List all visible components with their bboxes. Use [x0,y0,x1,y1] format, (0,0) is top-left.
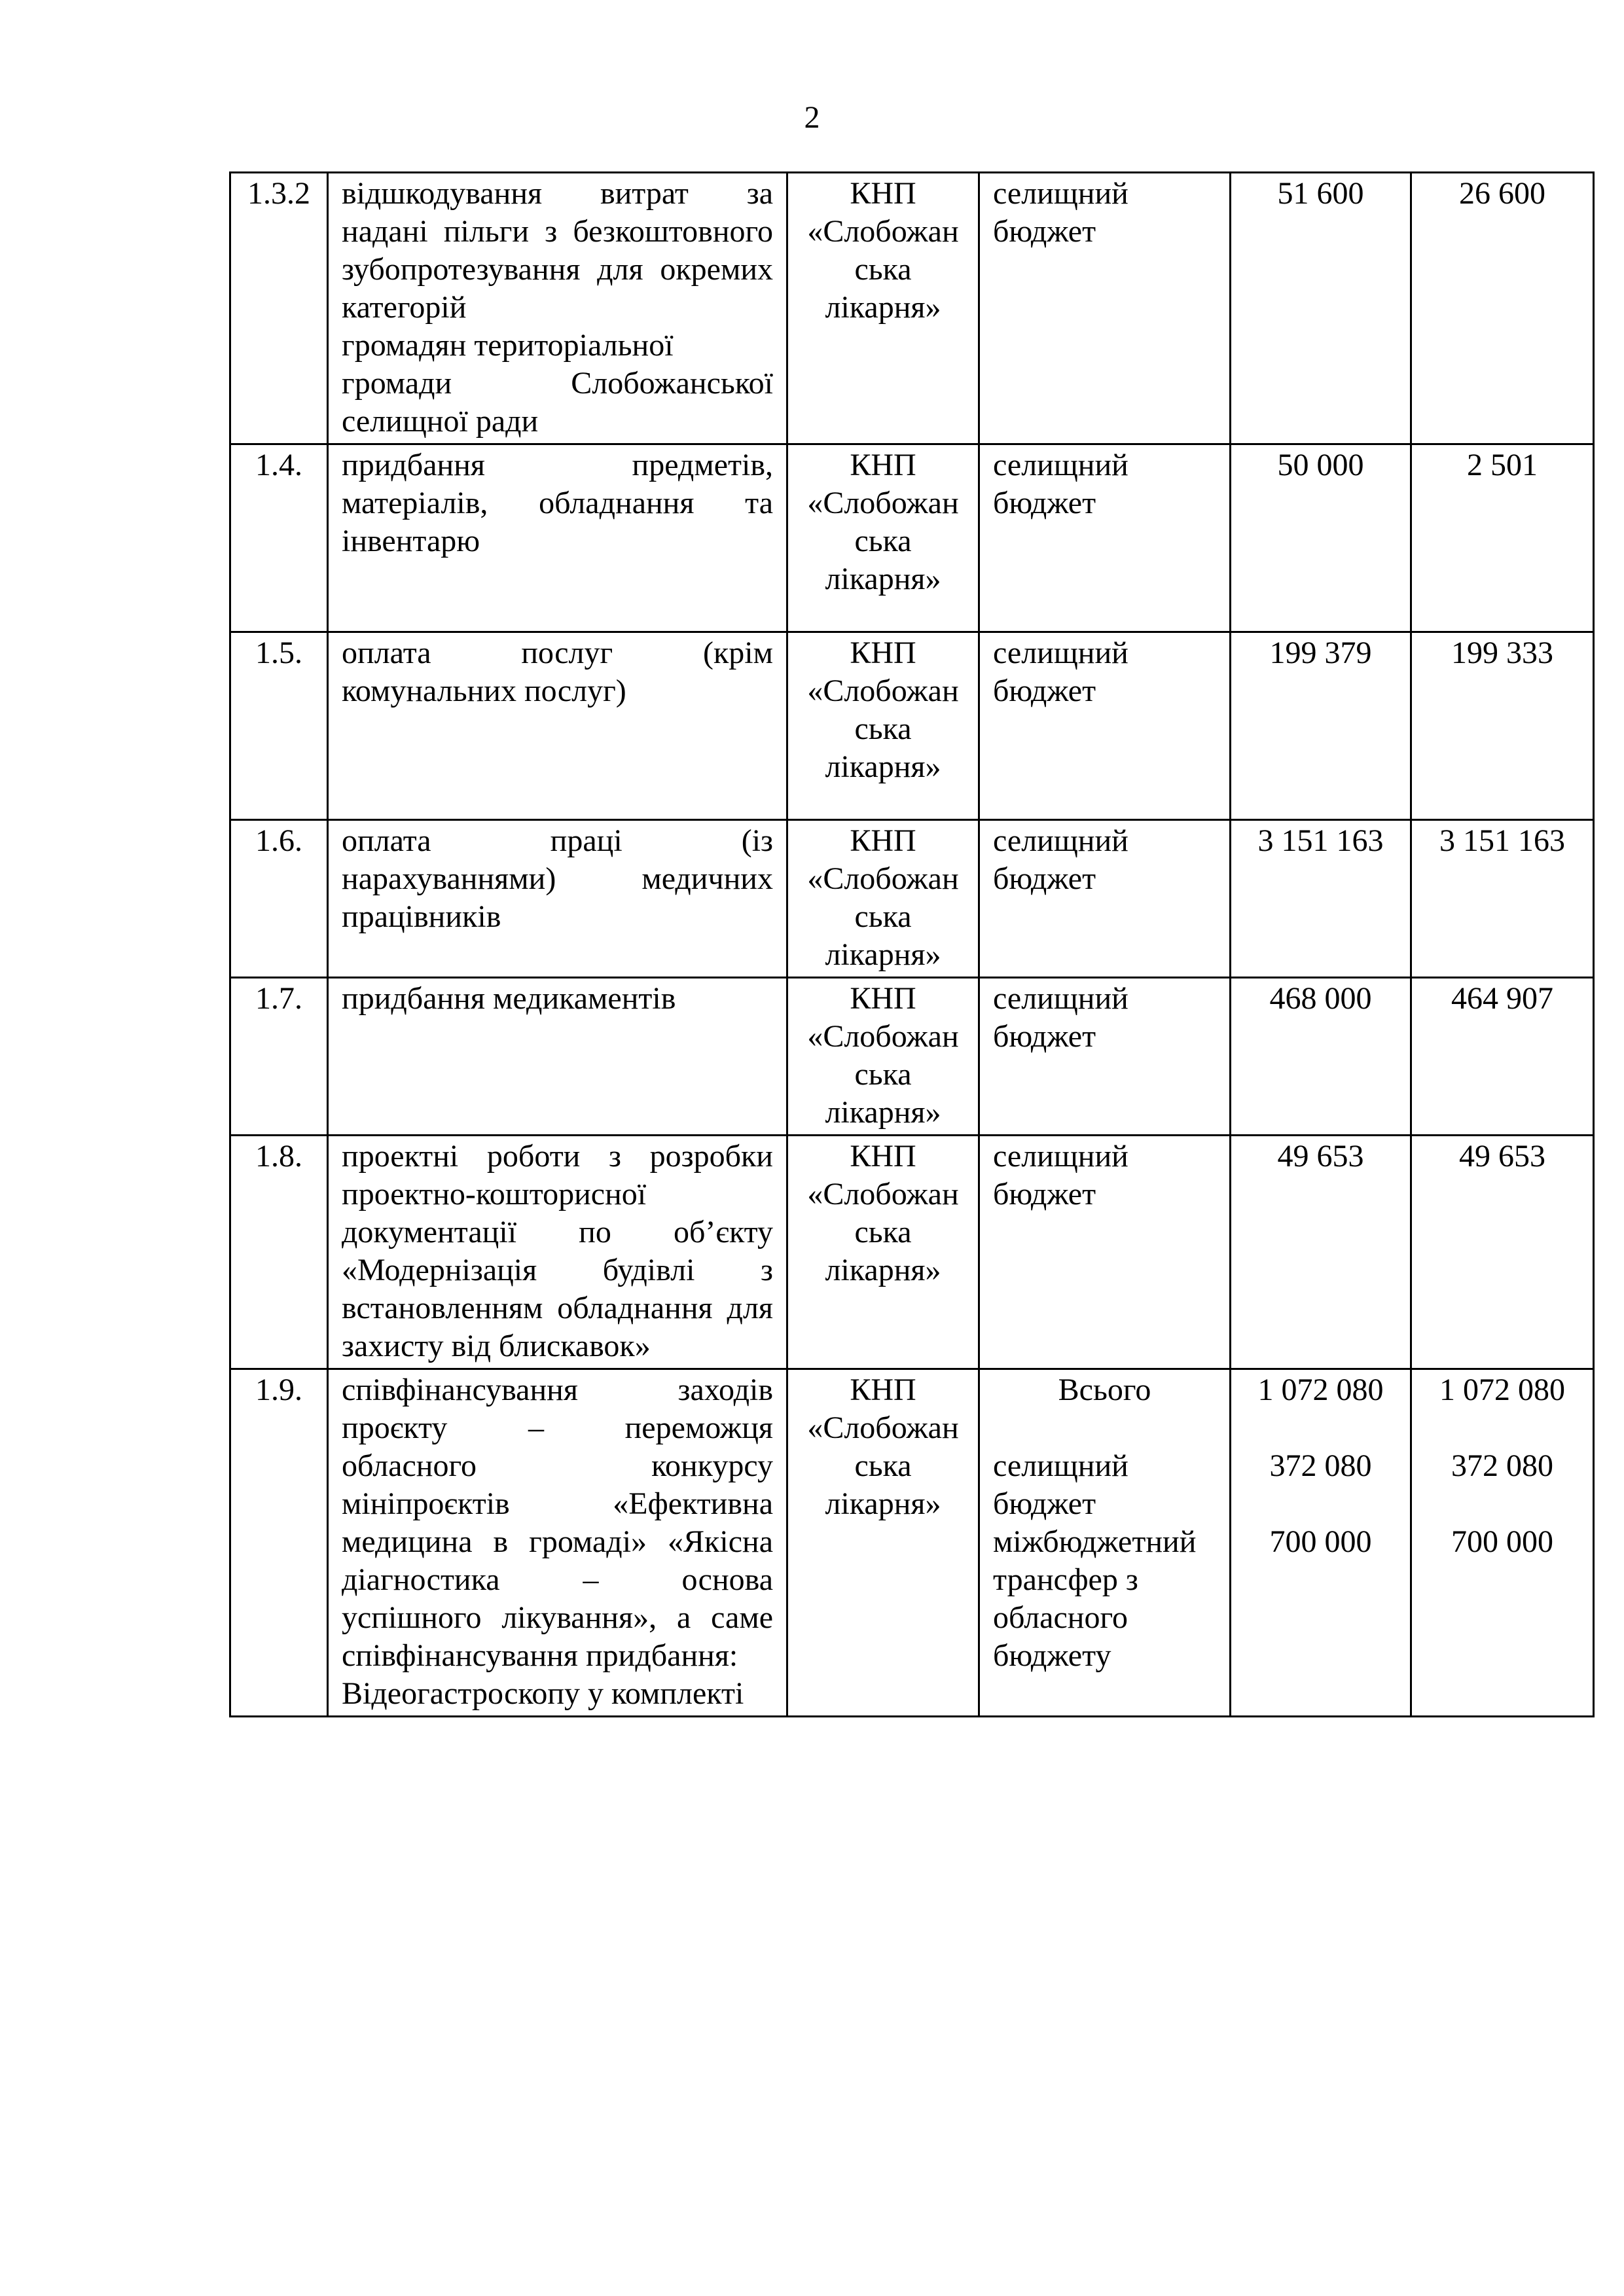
funding-source-line: селищний [993,823,1128,858]
actual-amount: 3 151 163 [1439,823,1565,858]
description-cell [328,978,787,1136]
actual-amount-total: 1 072 080 [1439,1372,1565,1407]
actual-amount: 199 333 [1451,636,1553,670]
funding-source-line: бюджет [993,1177,1096,1211]
executor-line: КНП [850,1372,916,1407]
description-line: оплата послуг (крім [342,636,773,670]
actual-amount-cell [1411,1136,1594,1369]
planned-amount: 50 000 [1277,448,1364,482]
item-number-cell: 1.5. [230,632,328,820]
spacer [1244,1409,1397,1447]
executor-cell [787,1369,979,1717]
executor-line: «Слобожан [807,861,959,896]
executor-line: ська [854,711,912,746]
item-number-cell: 1.8. [230,1136,328,1369]
funding-source-line: селищний [993,176,1128,211]
actual-amount-cell [1411,444,1594,632]
description-line: придбання предметів, [342,448,773,482]
description-line: медицина в громаді» «Якісна [342,1524,773,1559]
table-row [230,444,1594,632]
executor-line: «Слобожан [807,673,959,708]
executor-line: ська [854,524,912,558]
description-line: оплата праці (із [342,823,773,858]
description-line: комунальних послуг) [342,673,626,708]
executor-cell [787,820,979,978]
executor-line: лікарня» [825,562,941,596]
executor-line: лікарня» [825,749,941,784]
executor-line: КНП [850,1139,916,1174]
description-line: Відеогастроскопу у комплекті [342,1676,744,1711]
description-line: співфінансування заходів [342,1372,773,1407]
description-line: проєкту – переможця [342,1410,773,1445]
page-number: 2 [804,100,820,135]
executor-line: ська [854,899,912,934]
actual-amount-cell [1411,978,1594,1136]
description-cell [328,632,787,820]
planned-amount: 468 000 [1269,981,1372,1016]
item-number-cell: 1.3.2 [230,173,328,444]
funding-source-cell [979,820,1231,978]
executor-cell [787,444,979,632]
funding-source-line: селищний [993,981,1128,1016]
executor-line: лікарня» [825,1253,941,1287]
planned-amount-cell [1231,173,1411,444]
item-number-cell: 1.6. [230,820,328,978]
spacer [1425,1409,1579,1447]
description-line: документації по об’єкту [342,1215,773,1249]
executor-cell [787,978,979,1136]
description-line: матеріалів, обладнання та [342,486,773,520]
executor-line: «Слобожан [807,1410,959,1445]
description-line: «Модернізація будівлі з [342,1253,773,1287]
description-cell [328,820,787,978]
description-line: громади Слобожанської [342,366,773,401]
executor-line: «Слобожан [807,214,959,249]
description-line: надані пільги з безкоштовного [342,214,773,249]
table-row [230,632,1594,820]
actual-amount-cell [1411,632,1594,820]
description-line: працівників [342,899,501,934]
description-line: успішного лікування», а саме [342,1600,773,1635]
funding-source-line: бюджету [993,1638,1111,1673]
description-line: нарахуваннями) медичних [342,861,773,896]
table-row [230,1136,1594,1369]
spacer [1425,1485,1579,1523]
executor-line: КНП [850,176,916,211]
description-cell [328,1136,787,1369]
spacer [993,1409,1216,1447]
item-number-cell: 1.7. [230,978,328,1136]
description-line: встановленням обладнання для [342,1291,773,1325]
planned-amount-cell [1231,978,1411,1136]
funding-source-cell [979,444,1231,632]
description-line: громадян територіальної [342,328,674,363]
description-line: категорій [342,290,467,325]
funding-source-cell [979,632,1231,820]
executor-line: «Слобожан [807,486,959,520]
funding-source-line: бюджет [993,214,1096,249]
description-line: відшкодування витрат за [342,176,773,211]
funding-source-line: селищний [993,636,1128,670]
description-line: проектні роботи з розробки [342,1139,773,1174]
description-line: селищної ради [342,404,539,439]
planned-amount-transfer: 700 000 [1269,1524,1372,1559]
actual-amount-transfer: 700 000 [1451,1524,1553,1559]
planned-amount-cell [1231,1369,1411,1717]
funding-source-line: трансфер з [993,1562,1138,1597]
executor-line: лікарня» [825,1095,941,1130]
executor-line: КНП [850,448,916,482]
table-row [230,820,1594,978]
executor-line: «Слобожан [807,1177,959,1211]
actual-amount-cell [1411,173,1594,444]
table-row [230,978,1594,1136]
executor-line: ська [854,1215,912,1249]
executor-line: КНП [850,636,916,670]
description-line: співфінансування придбання: [342,1638,738,1673]
executor-cell [787,632,979,820]
funding-source-line: бюджет [993,1486,1096,1521]
description-line: мініпроєктів «Ефективна [342,1486,773,1521]
description-cell [328,1369,787,1717]
planned-amount-cell [1231,1136,1411,1369]
executor-cell [787,1136,979,1369]
executor-line: КНП [850,823,916,858]
funding-total-label: Всього [1058,1372,1151,1407]
executor-line: лікарня» [825,1486,941,1521]
planned-amount: 3 151 163 [1257,823,1384,858]
funding-source-line: бюджет [993,673,1096,708]
planned-amount: 199 379 [1269,636,1372,670]
description-line: інвентарю [342,524,480,558]
executor-line: «Слобожан [807,1019,959,1054]
planned-amount: 49 653 [1277,1139,1364,1174]
executor-line: лікарня» [825,937,941,972]
description-line: придбання медикаментів [342,981,676,1016]
funding-source-line: обласного [993,1600,1128,1635]
actual-amount-cell [1411,820,1594,978]
description-line: обласного конкурсу [342,1448,773,1483]
description-line: проектно-кошторисної [342,1177,647,1211]
actual-amount: 2 501 [1467,448,1538,482]
actual-amount-local: 372 080 [1451,1448,1553,1483]
funding-source-cell [979,978,1231,1136]
funding-source-cell [979,173,1231,444]
planned-amount-cell [1231,444,1411,632]
executor-line: ська [854,252,912,287]
funding-source-line: селищний [993,448,1128,482]
planned-amount-cell [1231,632,1411,820]
actual-amount-cell [1411,1369,1594,1717]
spacer [1244,1485,1397,1523]
actual-amount: 49 653 [1459,1139,1545,1174]
description-cell [328,444,787,632]
description-line: зубопротезування для окремих [342,252,773,287]
actual-amount: 464 907 [1451,981,1553,1016]
planned-amount-total: 1 072 080 [1257,1372,1384,1407]
planned-amount: 51 600 [1277,176,1364,211]
executor-line: лікарня» [825,290,941,325]
planned-amount-cell [1231,820,1411,978]
funding-source-line: селищний [993,1448,1128,1483]
description-line: захисту від блискавок» [342,1329,651,1363]
funding-source-line: бюджет [993,486,1096,520]
executor-line: ська [854,1448,912,1483]
funding-source-line: селищний [993,1139,1128,1174]
table-row [230,1369,1594,1717]
description-cell [328,173,787,444]
funding-source-line: бюджет [993,1019,1096,1054]
executor-cell [787,173,979,444]
item-number-cell: 1.4. [230,444,328,632]
budget-table [229,171,1595,1717]
funding-source-line: міжбюджетний [993,1524,1197,1559]
item-number-cell: 1.9. [230,1369,328,1717]
table-row [230,173,1594,444]
description-line: діагностика – основа [342,1562,773,1597]
planned-amount-local: 372 080 [1269,1448,1372,1483]
funding-source-cell [979,1136,1231,1369]
funding-source-line: бюджет [993,861,1096,896]
actual-amount: 26 600 [1459,176,1545,211]
executor-line: КНП [850,981,916,1016]
funding-source-cell [979,1369,1231,1717]
executor-line: ська [854,1057,912,1092]
